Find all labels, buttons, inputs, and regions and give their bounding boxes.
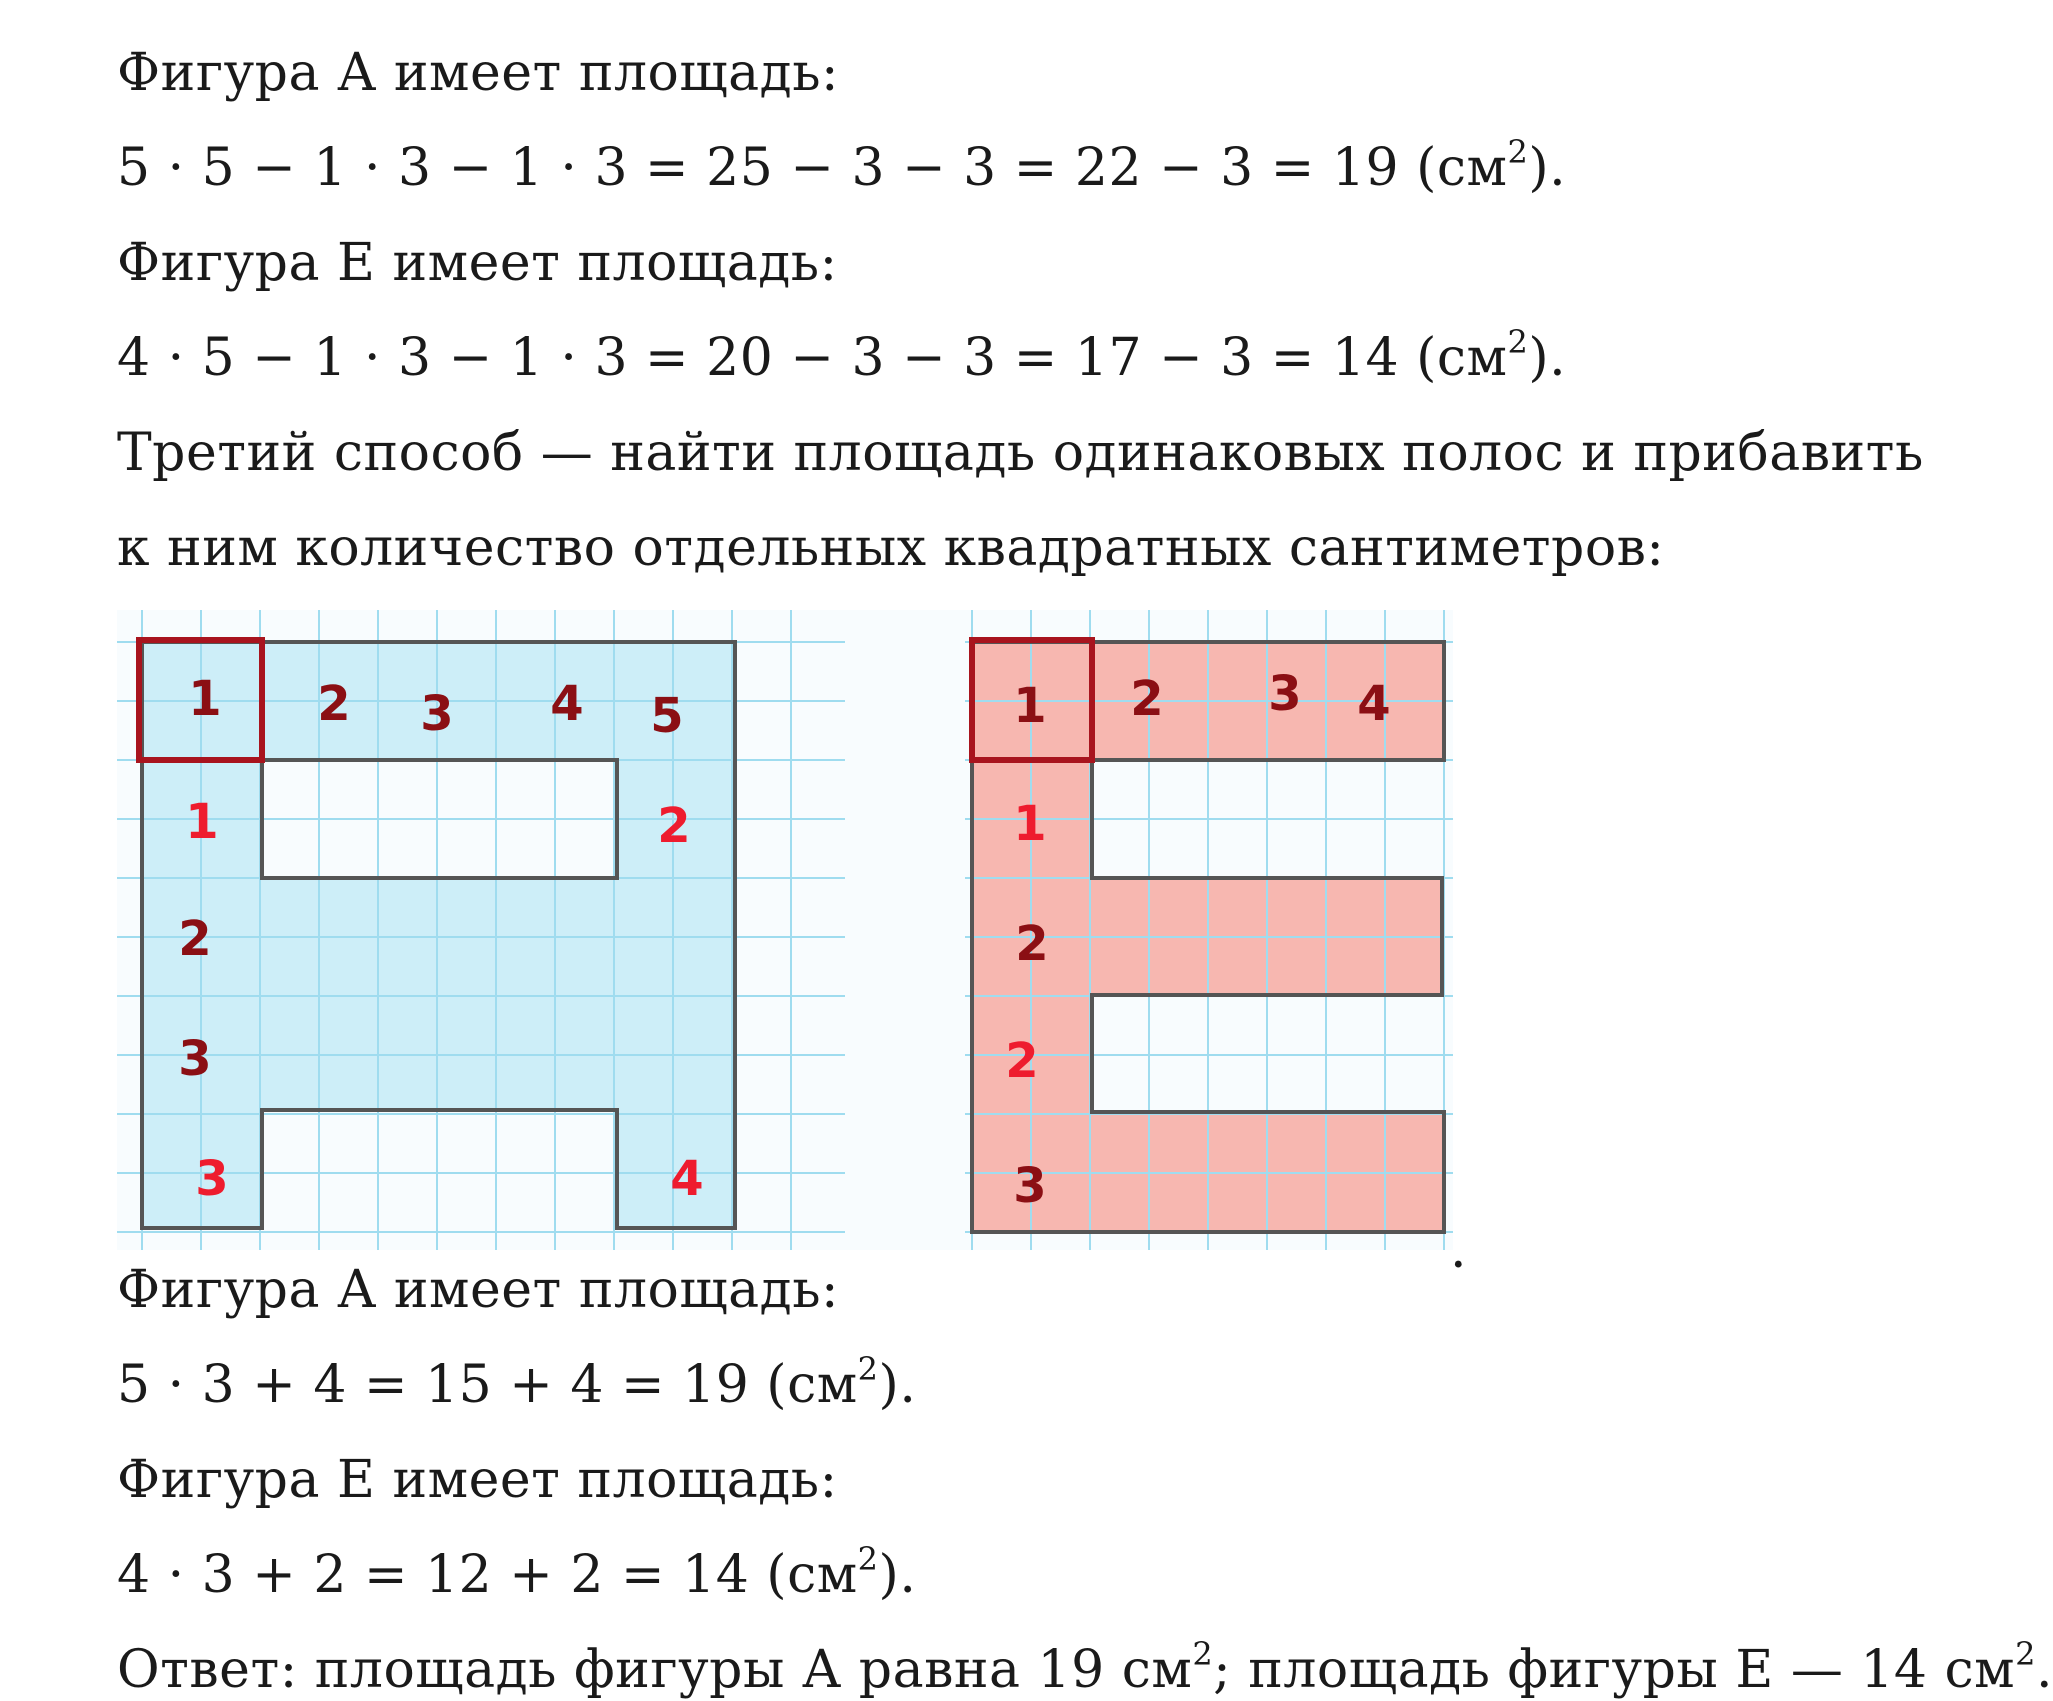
formula-figure-e-2 <box>117 1540 917 1605</box>
figure-a-left-label-2: 2 <box>178 911 212 967</box>
trailing-period: . <box>1450 1220 1467 1280</box>
figure-e-top-label-3: 3 <box>1268 666 1302 722</box>
figure-e-top-label-1: 1 <box>1013 678 1047 734</box>
grid-background-middle <box>845 610 965 1250</box>
heading-figure-a-2: Фигура А имеет площадь: <box>117 1260 840 1320</box>
formula-figure-a-2 <box>117 1350 917 1415</box>
formula-expression: 5 · 3 + 4 = 15 + 4 = 19 (см <box>117 1355 858 1415</box>
heading-figure-a-1: Фигура А имеет площадь: <box>117 43 840 103</box>
formula-tail: ). <box>1528 328 1567 388</box>
formula-figure-a-1 <box>117 133 1567 198</box>
figures-grid-illustration <box>117 610 1453 1250</box>
figure-e-top-label-2: 2 <box>1130 671 1164 727</box>
figure-e-left-label-3: 2 <box>1005 1033 1039 1089</box>
formula-tail: ). <box>878 1355 917 1415</box>
figure-a-left-label-1: 1 <box>185 794 219 850</box>
figure-e-left-label-1: 1 <box>1013 796 1047 852</box>
figure-a-top-label-2: 2 <box>317 676 351 732</box>
figure-a-panel <box>117 610 965 1250</box>
formula-exponent: 2 <box>857 1540 879 1578</box>
answer-text-1: Ответ: площадь фигуры А равна 19 см <box>117 1640 1193 1700</box>
figure-e-left-label-4: 3 <box>1013 1158 1047 1214</box>
formula-exponent: 2 <box>1507 133 1529 171</box>
figure-a-top-label-4: 4 <box>550 676 584 732</box>
formula-expression: 4 · 3 + 2 = 12 + 2 = 14 (см <box>117 1545 858 1605</box>
figure-e-panel <box>965 610 1453 1250</box>
heading-figure-e-2: Фигура Е имеет площадь: <box>117 1450 838 1510</box>
answer-text-3: . <box>2035 1640 2053 1700</box>
formula-exponent: 2 <box>1507 323 1529 361</box>
answer-text-2: ; площадь фигуры Е — 14 см <box>1213 1640 2016 1700</box>
figure-a-left-label-4: 3 <box>195 1151 229 1207</box>
answer-exponent-1: 2 <box>1192 1635 1214 1673</box>
figure-a-left-label-3: 3 <box>178 1031 212 1087</box>
answer-exponent-2: 2 <box>2015 1635 2036 1673</box>
figure-e-left-label-2: 2 <box>1015 916 1049 972</box>
formula-exponent: 2 <box>857 1350 879 1388</box>
formula-expression: 5 · 5 − 1 · 3 − 1 · 3 = 25 − 3 − 3 = 22 − 3 = 19 (см <box>117 138 1508 198</box>
figure-e-top-label-4: 4 <box>1357 676 1391 732</box>
formula-expression: 4 · 5 − 1 · 3 − 1 · 3 = 20 − 3 − 3 = 17 − 3 = 14 (см <box>117 328 1508 388</box>
formula-tail: ). <box>1528 138 1567 198</box>
method-description-line-1: Третий способ — найти площадь одинаковых полос и прибавить <box>117 423 1924 483</box>
formula-tail: ). <box>878 1545 917 1605</box>
figure-a-top-label-3: 3 <box>420 686 454 742</box>
middle-grid-strip <box>845 610 965 1250</box>
heading-figure-e-1: Фигура Е имеет площадь: <box>117 233 838 293</box>
formula-figure-e-1 <box>117 323 1567 388</box>
figure-a-right-label-2: 4 <box>670 1151 704 1207</box>
method-description-line-2: к ним количество отдельных квадратных сантиметров: <box>117 518 1665 578</box>
figure-a-top-label-5: 5 <box>650 688 684 744</box>
answer-line <box>117 1635 2053 1700</box>
figure-a-top-label-1: 1 <box>188 671 222 727</box>
figure-a-right-label-1: 2 <box>657 798 691 854</box>
